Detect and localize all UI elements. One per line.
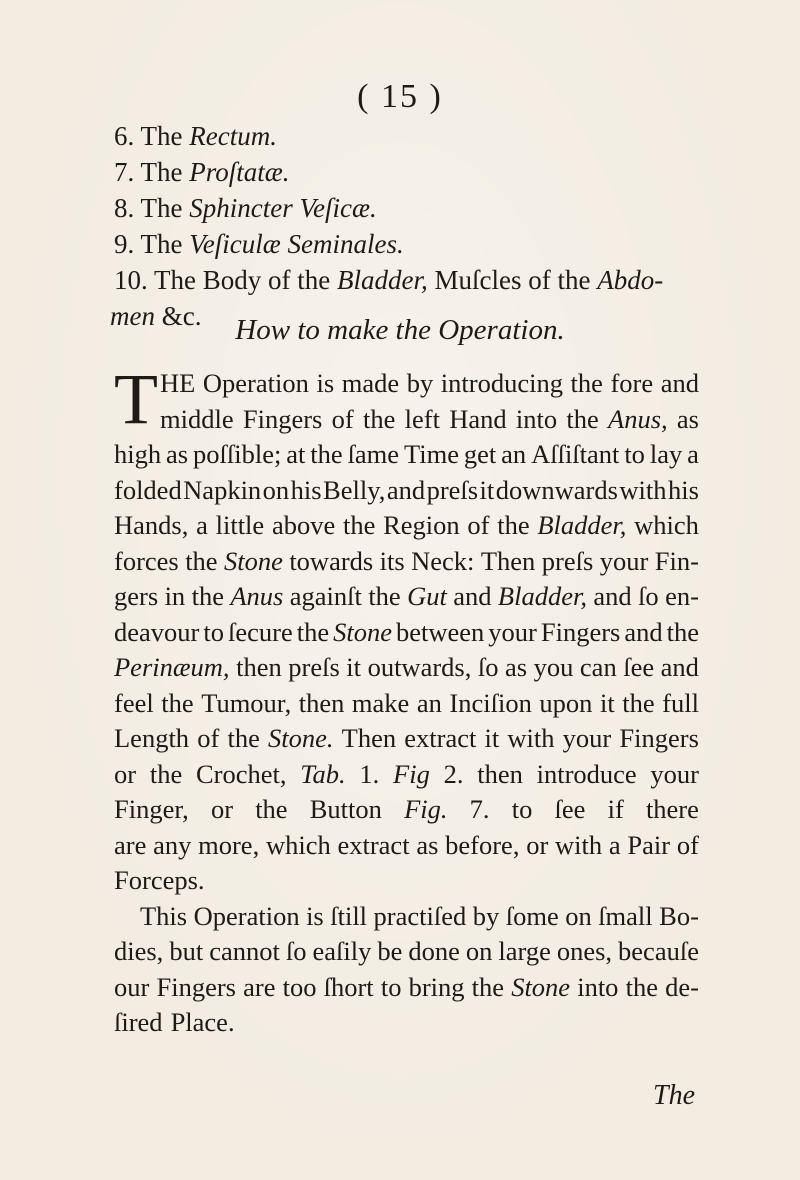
text-line: are any more, which extract as before, or with a Pair of — [114, 829, 699, 860]
text-line: our Fingers are too ſhort to bring the Stone into the de- — [114, 971, 699, 1002]
text-line: Forceps. — [114, 865, 205, 895]
text-line: feel the Tumour, then make an Inciſion upon it the full — [114, 687, 699, 718]
catchword: The — [653, 1080, 695, 1111]
text-line: forces the Stone towards its Neck: Then preſs your Fin- — [114, 545, 699, 576]
text-line: ſired Place. — [114, 1007, 235, 1037]
text-line: Perinæum, then preſs it outwards, ſo as you can ſee and — [114, 652, 699, 682]
list-item: 6. The Rectum. — [114, 121, 277, 151]
anatomy-list — [110, 118, 694, 334]
text-line: Finger, or the Button Fig. 7. to ſee if there — [114, 794, 699, 824]
text-line: deavour to ſecure the Stone between your Fingers and the — [114, 616, 699, 647]
page-number: ( 15 ) — [357, 78, 443, 115]
section-heading: How to make the Operation. — [235, 314, 565, 346]
text-line: This Operation is ſtill practiſed by ſome on ſmall Bo- — [140, 900, 699, 931]
text-line: or the Crochet, Tab. 1. Fig 2. then introduce your — [114, 758, 699, 789]
list-item: 9. The Veſiculæ Seminales. — [114, 229, 404, 259]
text-line: Length of the Stone. Then extract it with your Fingers — [114, 723, 699, 753]
drop-cap: T — [114, 359, 158, 439]
list-item: 10. The Body of the Bladder, Muſcles of the Abdo- — [114, 265, 664, 295]
list-item-continuation: men &c. — [110, 301, 202, 331]
list-item: 8. The Sphincter Veſicæ. — [114, 193, 377, 223]
text-line: high as poſſible; at the ſame Time get an Aſſiſtant to lay a — [114, 439, 699, 469]
text-line: gers in the Anus againſt the Gut and Bladder, and ſo en- — [114, 581, 699, 611]
list-item: 7. The Proſtatæ. — [114, 157, 290, 187]
body-text — [114, 359, 699, 1041]
text-line: middle Fingers of the left Hand into the Anus, as — [160, 403, 699, 434]
text-line: folded Napkin on his Belly, and preſs it downwards with his — [114, 474, 699, 505]
text-line: Hands, a little above the Region of the Bladder, which — [114, 510, 699, 540]
text-line: dies, but cannot ſo eaſily be done on large ones, becauſe — [114, 936, 699, 966]
text-line: HE Operation is made by introducing the fore and T — [114, 359, 699, 439]
